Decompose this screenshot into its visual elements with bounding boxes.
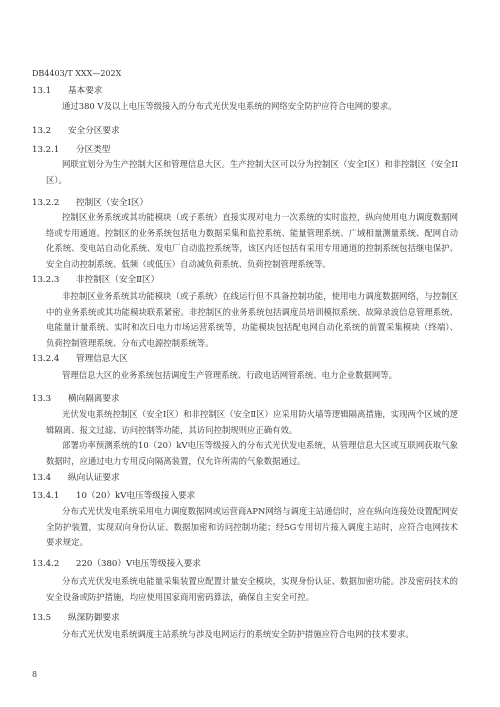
heading-title: 横向隔离要求 [68,394,120,404]
heading-number: 13.4 [32,473,52,483]
paragraph-13-1: 通过380 V及以上电压等级接入的分布式光伏发电系统的网络安全防护应符合电网的要求。 [62,101,397,111]
paragraph-13-2-3: 非控制区业务系统其功能模块（或子系统）在线运行但不具备控制功能，使用电力调度数据网络，与控制区中的业务系统或其功能模块联系紧密。非控制区的业务系统包括调度员培训模拟系统、故障录波信息管理系统、电能量计量系统、实时和次日电力市场运营系统等，功能模块包括配电网自动化系统的前置采集模块（终端）、负荷控制管理系统、分布式电源控制系统等。 [46,291,458,348]
heading-13-4-2 [32,557,201,569]
heading-13-2-4 [32,352,128,364]
page-number: 8 [32,670,38,679]
heading-title: 非控制区（安全Ⅱ区） [76,275,160,285]
paragraph-13-3-b: 部署功率预测系统的10（20）kV电压等级接入的分布式光伏发电系统，从管理信息大区或互联网获取气象数据时，应通过电力专用反向隔离装置，仅允许所需的气象数据通过。 [46,440,458,466]
paragraph-13-3-a: 光伏发电系统控制区（安全Ⅰ区）和非控制区（安全Ⅱ区）应采用防火墙等逻辑隔离措施，实现两个区域的逻辑隔离、报文过滤、访问控制等功能，其访问控制规则应正确有效。 [46,409,458,435]
heading-13-1 [32,84,102,96]
heading-number: 13.1 [32,86,52,96]
heading-title: 纵深防御要求 [68,613,120,623]
heading-13-2-2 [32,196,148,208]
paragraph-13-4-1: 分布式光伏发电系统采用电力调度数据网或运营商APN网络与调度主站通信时，应在纵向连接处设置配网安全防护装置，实现双向身份认证、数据加密和访问控制功能；经5G专用切片接入调度主站时，应符合电网技术要求规定。 [46,506,458,547]
paragraph-13-5: 分布式光伏发电系统调度主站系统与涉及电网运行的系统安全防护措施应符合电网的技术要求。 [62,629,414,639]
heading-number: 13.2.3 [32,275,60,285]
heading-13-2-1 [32,143,110,155]
heading-title: 220（380）V电压等级接入要求 [76,559,201,569]
heading-13-4 [32,471,120,483]
heading-number: 13.4.2 [32,559,60,569]
heading-13-5 [32,611,120,623]
paragraph-13-2-1: 网联宜划分为生产控制大区和管理信息大区。生产控制大区可以分为控制区（安全I区）和非控制区（安全II区）。 [46,159,458,185]
heading-title: 纵向认证要求 [68,473,120,483]
heading-number: 13.2.4 [32,354,60,364]
heading-title: 管理信息大区 [76,354,128,364]
heading-title: 分区类型 [76,145,111,155]
heading-title: 基本要求 [68,86,103,96]
heading-title: 安全分区要求 [68,126,120,136]
paragraph-13-4-2: 分布式光伏发电系统电能量采集装置应配置计量安全模块，实现身份认证、数据加密功能。涉及密码技术的安全设备或防护措施，均应使用国家商用密码算法，确保自主安全可控。 [46,576,458,602]
heading-number: 13.2.1 [32,145,60,155]
heading-number: 13.2 [32,126,52,136]
paragraph-13-2-2: 控制区业务系统或其功能模块（或子系统）直接实现对电力一次系统的实时监控，纵向使用电力调度数据网络或专用通道。控制区的业务系统包括电力数据采集和监控系统、能量管理系统、广域相量测量系统、配网自动化系统、变电站自动化系统、发电厂自动监控系统等，该区内还包括有采用专用通道的控制系统包括继电保护、安全自动控制系统、低频（或低压）自动减负荷系统、负荷控制管理系统等。 [46,212,458,269]
heading-13-4-1 [32,489,195,501]
heading-13-2-3 [32,273,159,285]
heading-title: 10（20）kV电压等级接入要求 [76,491,196,501]
heading-number: 13.2.2 [32,198,60,208]
heading-number: 13.4.1 [32,491,60,501]
document-code: DB4403/T XXX—202X [32,69,122,78]
paragraph-13-2-4: 管理信息大区的业务系统包括调度生产管理系统、行政电话网管系统、电力企业数据网等。 [62,370,397,380]
heading-13-3 [32,392,120,404]
heading-number: 13.3 [32,394,52,404]
heading-13-2 [32,124,120,136]
heading-title: 控制区（安全Ⅰ区） [76,198,149,208]
heading-number: 13.5 [32,613,52,623]
